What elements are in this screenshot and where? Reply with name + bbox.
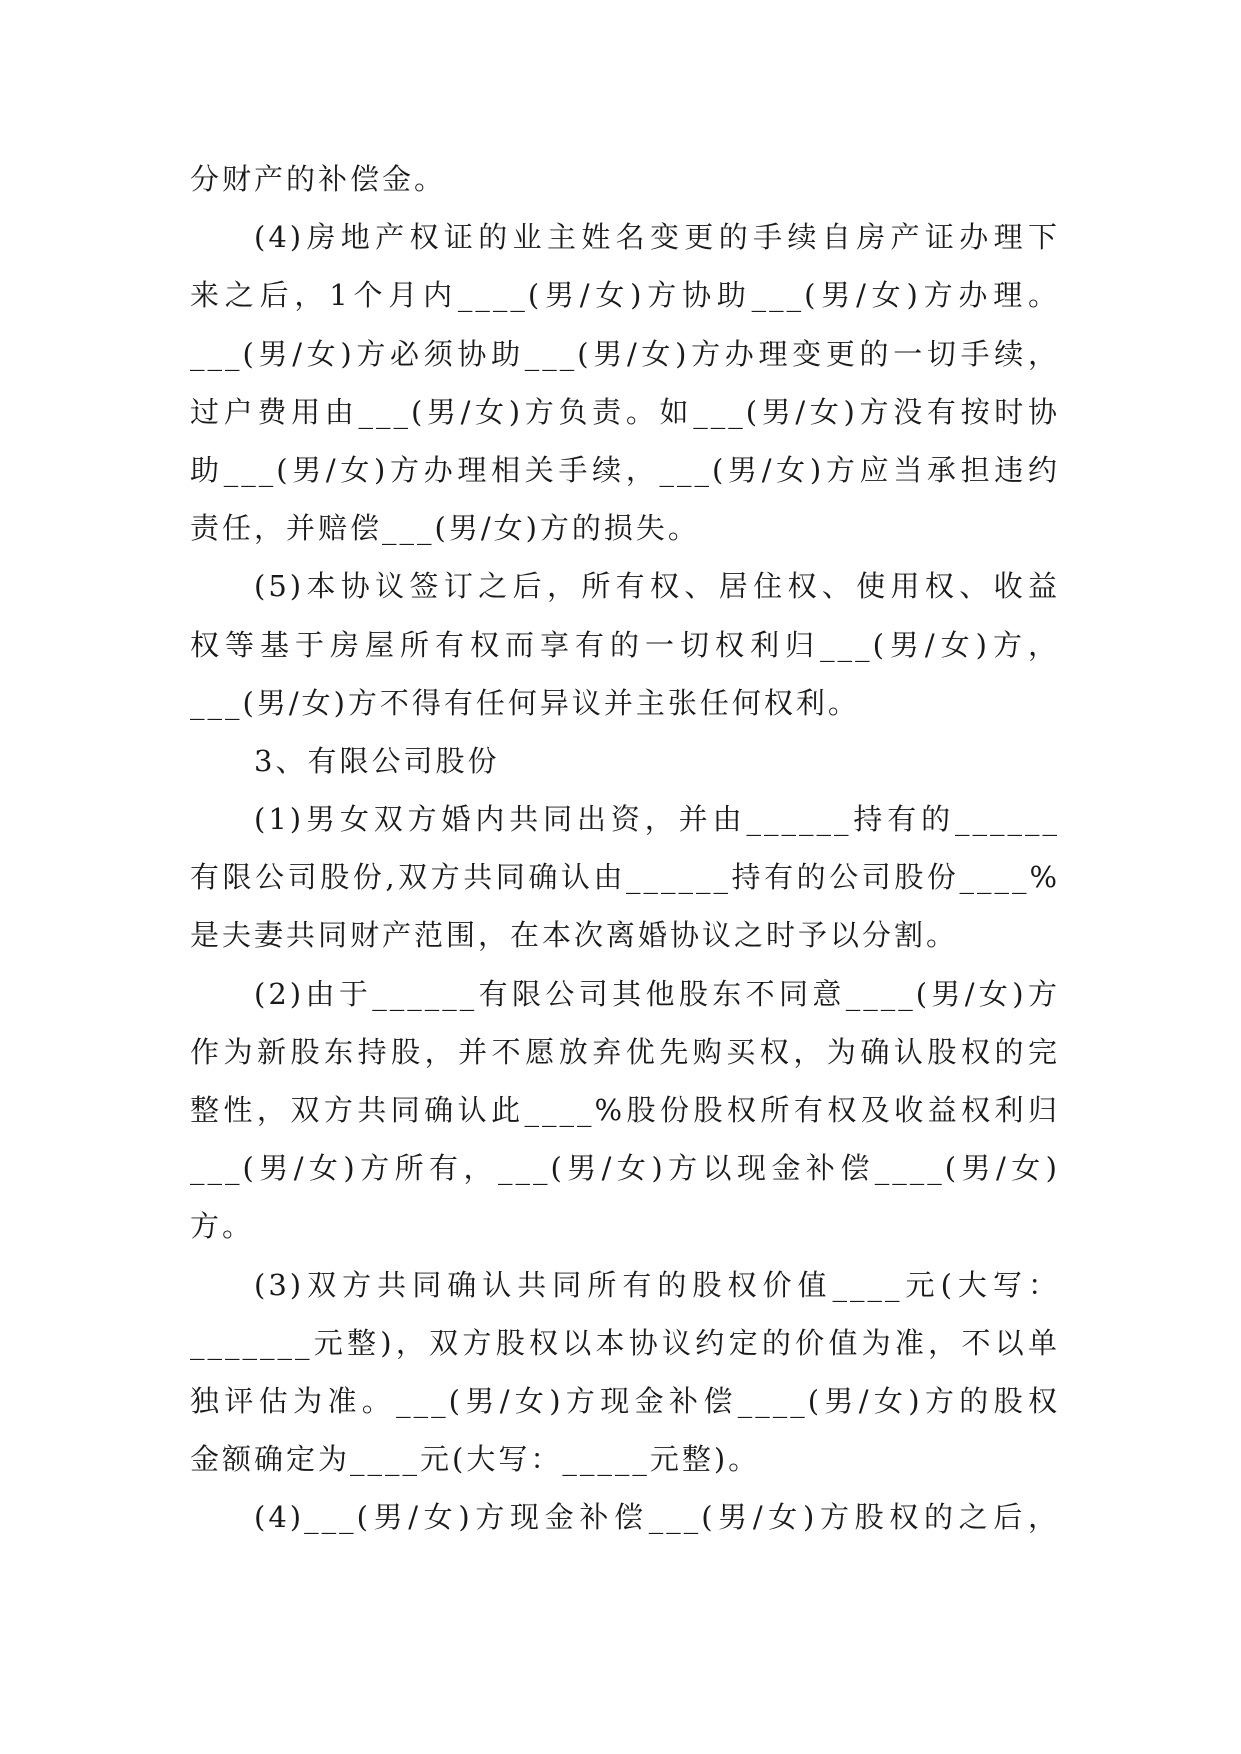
text-line: (2)由于______有限公司其他股东不同意____(男/女)方 bbox=[254, 976, 1060, 1011]
text-line: 来之后，1个月内____(男/女)方协助___(男/女)方办理。 bbox=[190, 278, 1060, 313]
text-line: (3)双方共同确认共同所有的股权价值____元(大写： bbox=[254, 1267, 1060, 1302]
text-line: _______元整)，双方股权以本协议约定的价值为准，不以单 bbox=[190, 1325, 1060, 1360]
text-line: 方。 bbox=[190, 1209, 255, 1244]
text-line: (4)___(男/女)方现金补偿___(男/女)方股权的之后， bbox=[254, 1500, 1060, 1535]
text-line: ___(男/女)方不得有任何异议并主张任何权利。 bbox=[190, 685, 860, 720]
text-line: 整性，双方共同确认此____%股份股权所有权及收益权利归 bbox=[190, 1093, 1060, 1127]
text-line: 助___(男/女)方办理相关手续，___(男/女)方应当承担违约 bbox=[190, 452, 1060, 487]
text-line: ___(男/女)方必须协助___(男/女)方办理变更的一切手续， bbox=[190, 336, 1060, 371]
text-line: 责任，并赔偿___(男/女)方的损失。 bbox=[190, 511, 700, 546]
text-line: 3、有限公司股份 bbox=[254, 743, 500, 778]
document-body bbox=[190, 150, 1060, 1547]
text-line: 作为新股东持股，并不愿放弃优先购买权，为确认股权的完 bbox=[190, 1034, 1060, 1069]
text-line: 分财产的补偿金。 bbox=[190, 162, 447, 196]
text-line: (1)男女双方婚内共同出资，并由______持有的______ bbox=[254, 802, 1060, 837]
text-line: 过户费用由___(男/女)方负责。如___(男/女)方没有按时协 bbox=[190, 394, 1060, 429]
text-line: 金额确定为____元(大写：_____元整)。 bbox=[190, 1442, 761, 1477]
text-line: 权等基于房屋所有权而享有的一切权利归___(男/女)方， bbox=[190, 627, 1060, 662]
text-line: (5)本协议签订之后，所有权、居住权、使用权、收益 bbox=[254, 569, 1060, 604]
text-line: ___(男/女)方所有，___(男/女)方以现金补偿____(男/女) bbox=[190, 1151, 1060, 1186]
text-line: 有限公司股份,双方共同确认由______持有的公司股份____% bbox=[190, 860, 1060, 895]
text-line: (4)房地产权证的业主姓名变更的手续自房产证办理下 bbox=[254, 220, 1060, 255]
text-line: 是夫妻共同财产范围，在本次离婚协议之时予以分割。 bbox=[190, 918, 959, 953]
text-line: 独评估为准。___(男/女)方现金补偿____(男/女)方的股权 bbox=[190, 1383, 1060, 1418]
